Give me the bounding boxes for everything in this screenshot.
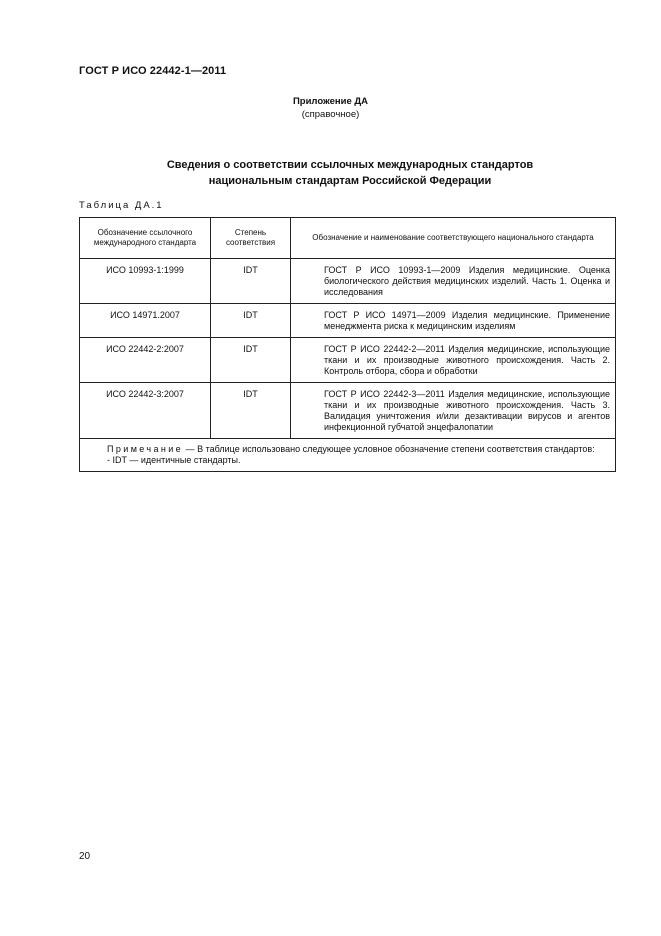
page-number: 20 <box>79 851 91 862</box>
note-body: — В таблице использовано следующее условное обозначение степени соответствия стандартов: <box>185 444 595 454</box>
table-row <box>80 259 616 304</box>
header-national-standard: Обозначение и наименование соответствующего национального стандарта <box>291 218 616 259</box>
cell-ref-standard: ИСО 14971.2007 <box>80 304 211 338</box>
cell-ref-standard: ИСО 22442-2:2007 <box>80 338 211 383</box>
national-standard-text: ГОСТ Р ИСО 22442-2—2011 Изделия медицинские, использующие ткани и их производные животного происхождения. Часть 2. Контроль отбора, сбора и обработки <box>324 344 610 376</box>
table-note-row <box>80 439 616 472</box>
note-item: - IDT — идентичные стандарты. <box>107 455 241 465</box>
cell-national-standard <box>291 338 616 383</box>
table-caption: Таблица ДА.1 <box>79 200 164 211</box>
table-row <box>80 304 616 338</box>
cell-degree: IDT <box>211 304 291 338</box>
table-header-row <box>80 218 616 259</box>
document-header: ГОСТ Р ИСО 22442-1—2011 <box>79 65 227 77</box>
cell-degree: IDT <box>211 338 291 383</box>
appendix-heading <box>0 95 661 121</box>
national-standard-text: ГОСТ Р ИСО 22442-3—2011 Изделия медицинские, использующие ткани и их производные животного происхождения. Часть 3. Валидация уничтожения и/или дезактивации вирусов и агентов инфекционной губчатой энцефалопатии <box>324 389 610 432</box>
header-ref-standard: Обозначение ссылочного международного стандарта <box>80 218 211 259</box>
cell-national-standard <box>291 304 616 338</box>
appendix-subtitle: (справочное) <box>301 109 360 120</box>
section-title <box>120 157 580 189</box>
table-note <box>80 439 616 472</box>
appendix-title: Приложение ДА <box>292 96 369 107</box>
cell-national-standard <box>291 383 616 439</box>
note-text <box>85 444 610 455</box>
table-row <box>80 383 616 439</box>
section-title-line-2: национальным стандартам Российской Федерации <box>208 175 492 187</box>
header-degree: Степень соответствия <box>211 218 291 259</box>
cell-degree: IDT <box>211 383 291 439</box>
cell-degree: IDT <box>211 259 291 304</box>
table-row <box>80 338 616 383</box>
note-label: Примечание <box>107 444 184 454</box>
section-title-line-1: Сведения о соответствии ссылочных международных стандартов <box>166 159 534 171</box>
cell-national-standard <box>291 259 616 304</box>
cell-ref-standard: ИСО 10993-1:1999 <box>80 259 211 304</box>
correspondence-table <box>79 217 616 472</box>
cell-ref-standard: ИСО 22442-3:2007 <box>80 383 211 439</box>
national-standard-text: ГОСТ Р ИСО 14971—2009 Изделия медицинские. Применение менеджмента риска к медицинским изделиям <box>324 310 610 331</box>
national-standard-text: ГОСТ Р ИСО 10993-1—2009 Изделия медицинские. Оценка биологического действия медицинских изделий. Часть 1. Оценка и исследования <box>324 265 610 297</box>
